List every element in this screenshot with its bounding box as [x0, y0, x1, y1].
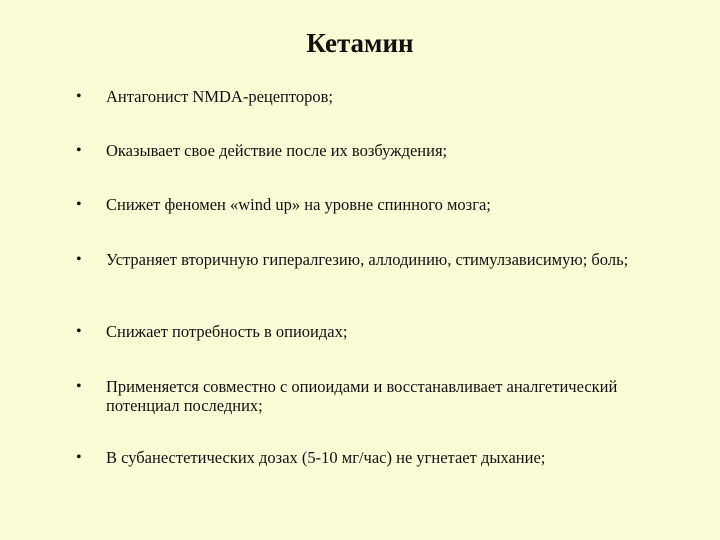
bullet-text: Снижает потребность в опиоидах;: [106, 322, 348, 341]
bullet-icon: •: [76, 88, 82, 105]
bullet-icon: •: [76, 142, 82, 159]
bullet-text: Применяется совместно с опиоидами и восстанавливает аналгетический потенциал последних;: [106, 377, 618, 415]
bullet-icon: •: [76, 323, 82, 340]
bullet-text: Устраняет вторичную гипералгезию, аллодинию, стимулзависимую; боль;: [106, 250, 629, 269]
bullet-icon: •: [76, 449, 82, 466]
bullet-text: Антагонист NMDA-рецепторов;: [106, 87, 333, 106]
bullet-text: В субанестетических дозах (5-10 мг/час) не угнетает дыхание;: [106, 448, 546, 467]
bullet-icon: •: [76, 378, 82, 395]
bullet-text: Снижет феномен «wind up» на уровне спинного мозга;: [106, 195, 491, 214]
bullet-text: Оказывает свое действие после их возбуждения;: [106, 141, 448, 160]
bullet-icon: •: [76, 196, 82, 213]
bullet-icon: •: [76, 251, 82, 268]
slide-title: Кетамин: [306, 28, 414, 58]
